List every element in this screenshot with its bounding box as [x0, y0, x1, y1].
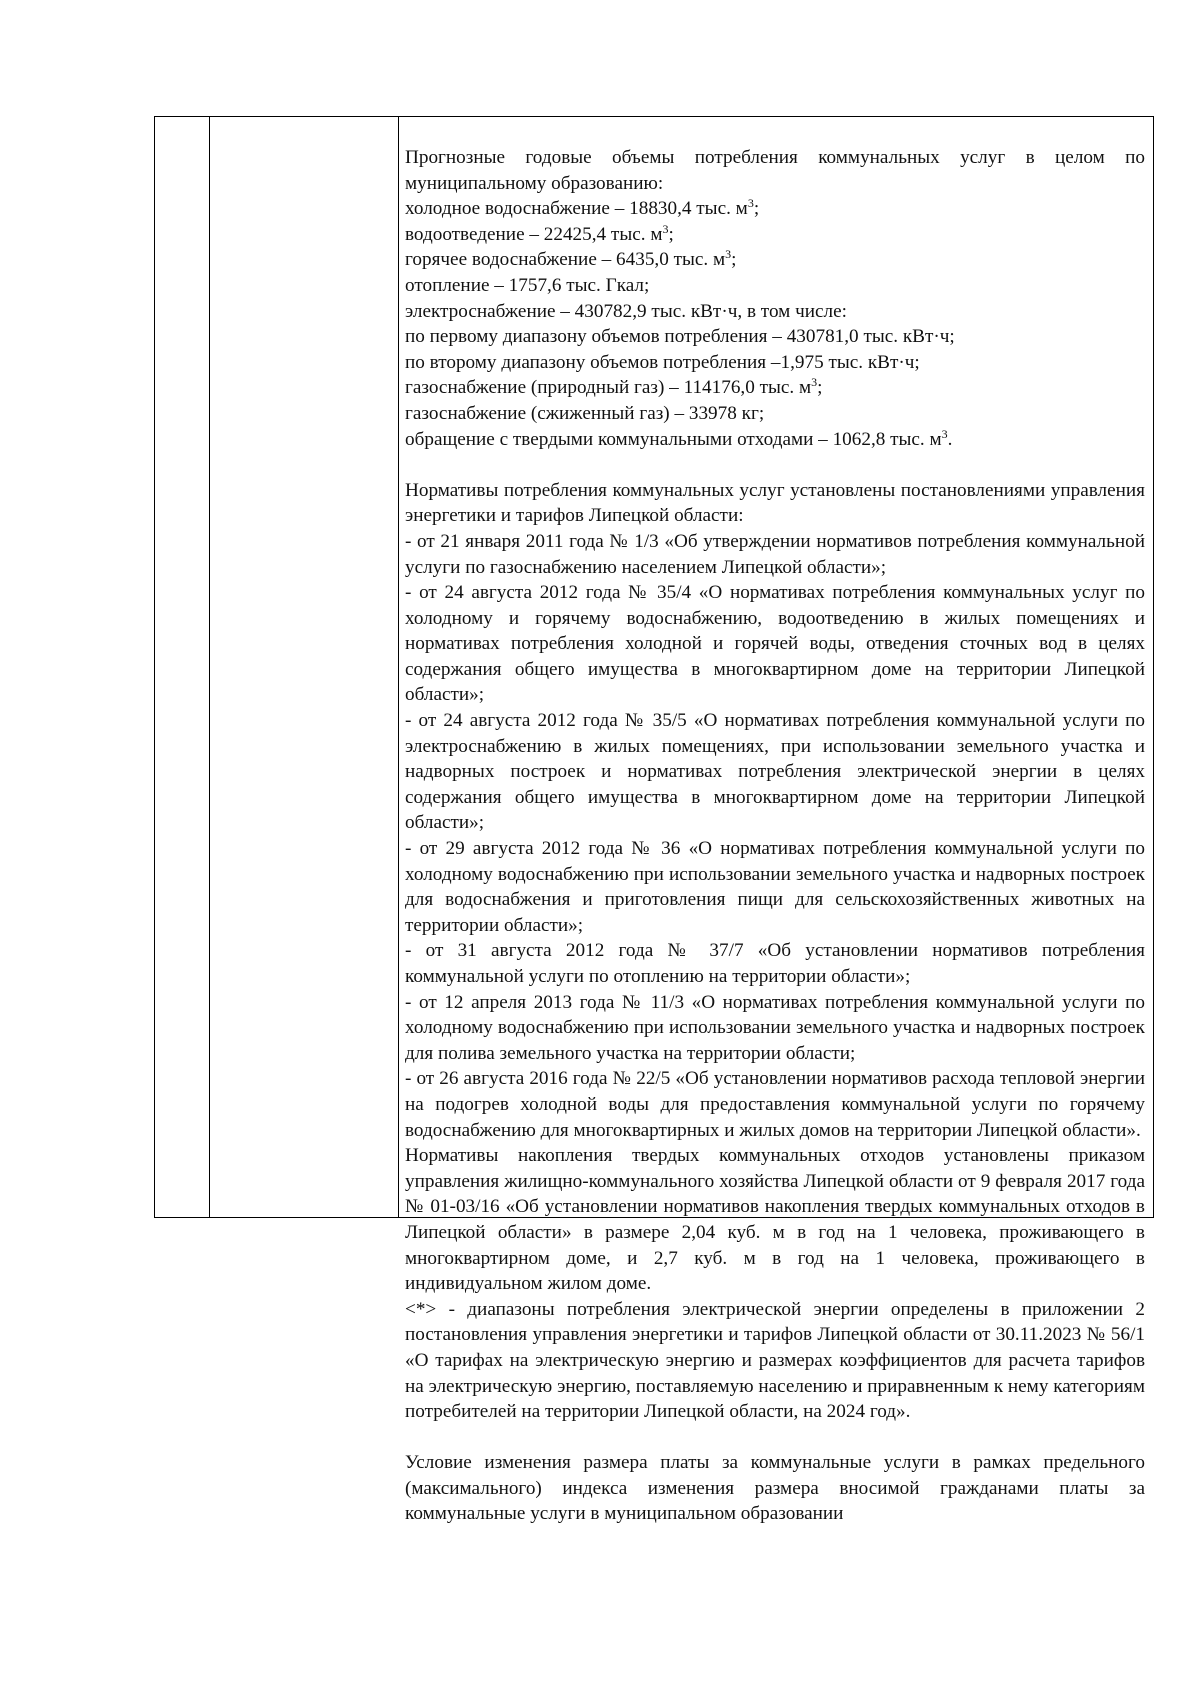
norms-paragraph: Нормативы потребления коммунальных услуг установлены постановлениями управления энергетики и тарифов Липецкой области:	[405, 479, 1145, 527]
norms-paragraph: - от 24 августа 2012 года № 35/4 «О нормативах потребления коммунальных услуг по холодному и горячему водоснабжению, водоотведению в жилых помещениях и нормативах потребления холодной и горячей воды, отведения сточных вод в целях содержания общего имущества в многоквартирном доме на территории Липецкой области»;	[405, 582, 1145, 706]
consumption-item: электроснабжение – 430782,9 тыс. кВт·ч, в том числе:	[405, 300, 847, 322]
consumption-item: отопление – 1757,6 тыс. Гкал;	[405, 274, 650, 296]
norms-paragraph: <*> - диапазоны потребления электрической энергии определены в приложении 2 постановления управления энергетики и тарифов Липецкой области от 30.11.2023 № 56/1 «О тарифах на электрическую энергию и размерах коэффициентов для расчета тарифов на электрическую энергию, поставляемую населению и приравненным к нему категориям потребителей на территории Липецкой области, на 2024 год».	[405, 1298, 1145, 1423]
consumption-item: по второму диапазону объемов потребления –1,975 тыс. кВт·ч;	[405, 351, 920, 373]
norms-paragraph: - от 31 августа 2012 года № 37/7 «Об установлении нормативов потребления коммунальной услуги по отоплению на территории области»;	[405, 940, 1145, 987]
norms-paragraph: - от 24 августа 2012 года № 35/5 «О нормативах потребления коммунальной услуги по электроснабжению в жилых помещениях, при использовании земельного участка и надворных построек и нормативах потребления электрической энергии в целях содержания общего имущества в многоквартирном доме на территории Липецкой области»;	[405, 710, 1145, 834]
paragraph-gap	[405, 1425, 1145, 1451]
norms-paragraph: - от 12 апреля 2013 года № 11/3 «О нормативах потребления коммунальной услуги по холодному водоснабжению при использовании земельного участка и надворных построек для полива земельного участка на территории области;	[405, 991, 1145, 1064]
consumption-intro: Прогнозные годовые объемы потребления коммунальных услуг в целом по муниципальному образованию:	[405, 147, 1145, 194]
consumption-item: горячее водоснабжение – 6435,0 тыс. $м^3$;	[405, 247, 737, 271]
norms-paragraph: - от 26 августа 2016 года № 22/5 «Об установлении нормативов расхода тепловой энергии на подогрев холодной воды для предоставления коммунальной услуги по горячему водоснабжению для многоквартирных и жилых домов на территории Липецкой области».	[405, 1068, 1145, 1141]
consumption-item: по первому диапазону объемов потребления – 430781,0 тыс. кВт·ч;	[405, 326, 955, 348]
consumption-item: водоотведение – 22425,4 тыс. $м^3$;	[405, 221, 674, 245]
consumption-item: газоснабжение (природный газ) – 114176,0 тыс. $м^3$;	[405, 375, 823, 399]
table-frame	[154, 116, 1154, 1525]
consumption-item: холодное водоснабжение – 18830,4 тыс. $м^3$;	[405, 196, 760, 220]
consumption-item: газоснабжение (сжиженный газ) – 33978 кг;	[405, 402, 765, 424]
payment-condition-paragraph: Условие изменения размера платы за коммунальные услуги в рамках предельного (максимального) индекса изменения размера вносимой гражданами платы за коммунальные услуги в муниципальном образовании	[405, 1452, 1145, 1525]
column-divider	[209, 117, 210, 1217]
norms-paragraph: Нормативы накопления твердых коммунальных отходов установлены приказом управления жилищно-коммунального хозяйства Липецкой области от 9 февраля 2017 года № 01-03/16 «Об установлении нормативов накопления твердых коммунальных отходов в Липецкой области» в размере 2,04 куб. м в год на 1 человека, проживающего в многоквартирном доме, и 2,7 куб. м в год на 1 человека, проживающего в индивидуальном жилом доме.	[405, 1145, 1145, 1295]
paragraph-gap	[405, 452, 1145, 478]
table-cell-text	[405, 145, 1145, 1527]
consumption-item: обращение с твердыми коммунальными отходами – 1062,8 тыс. $м^3$.	[405, 426, 953, 450]
norms-paragraph: - от 29 августа 2012 года № 36 «О нормативах потребления коммунальной услуги по холодному водоснабжению при использовании земельного участка и надворных построек для водоснабжения и приготовления пищи для сельскохозяйственных животных на территории области»;	[405, 838, 1145, 936]
column-divider	[398, 117, 399, 1217]
norms-paragraph: - от 21 января 2011 года № 1/3 «Об утверждении нормативов потребления коммунальной услуги по газоснабжению населением Липецкой области»;	[405, 530, 1145, 578]
